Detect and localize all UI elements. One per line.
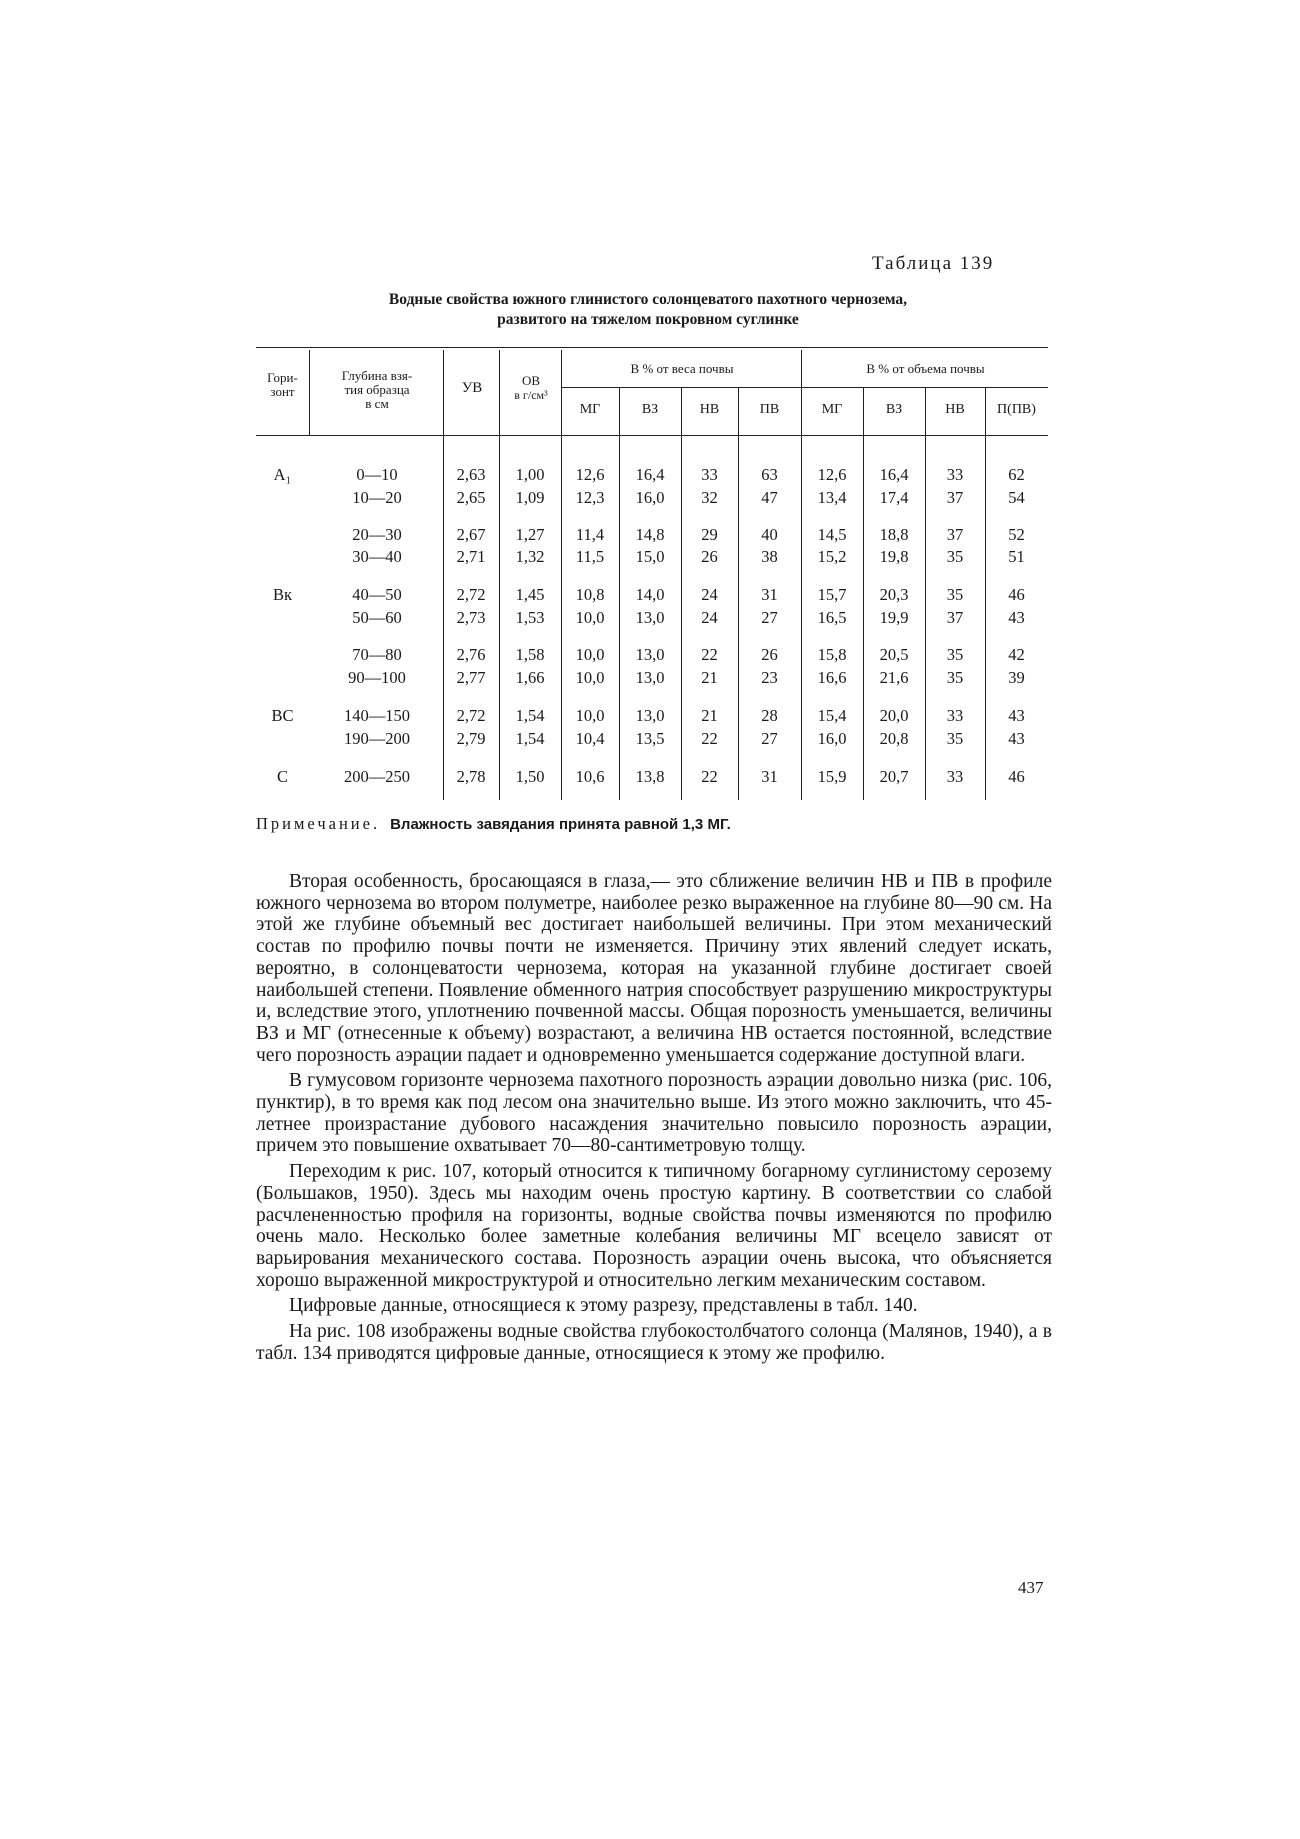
table-cell-v-vz: 20,7 <box>879 767 909 786</box>
table-cell-w-nv: 21 <box>701 706 718 725</box>
table-cell-uv: 2,65 <box>456 488 486 507</box>
table-cell-v-nv: 37 <box>946 608 964 627</box>
header-uv: УВ <box>461 380 483 396</box>
table-cell-v-vz: 16,4 <box>879 465 909 484</box>
table-cell-w-pv: 27 <box>761 608 778 627</box>
table-cell-w-pv: 31 <box>761 585 778 604</box>
paragraph: Переходим к рис. 107, который относится к типичному богарному суглинистому сероземy (Большаков, 1950). Здесь мы находим очень простую картину. В соответствии со слабой расчлененностью профиля на горизонты, водные свойства почвы изменяются по профилю очень мало. Несколько более заметные колебания величины МГ всецело зависят от варьирования механического состава. Порозность аэрации очень высока, что объясняется хорошо выраженной микроструктурой и относительно легким механическим составом. <box>256 1161 1052 1291</box>
table-cell-w-vz: 14,8 <box>635 525 665 544</box>
table-cell-depth: 30—40 <box>352 547 402 566</box>
table-cell-uv: 2,71 <box>456 547 486 566</box>
header-weight-mg: МГ <box>579 402 601 417</box>
header-depth-line: тия образца <box>344 382 410 397</box>
table-cell-v-mg: 15,9 <box>817 767 847 786</box>
table-cell-ov: 1,27 <box>515 525 545 544</box>
table-cell-ov: 1,50 <box>515 767 545 786</box>
table-cell-v-ppv: 43 <box>1008 729 1025 748</box>
header-depth-line: в см <box>365 396 389 411</box>
table-cell-w-mg: 12,6 <box>575 465 605 484</box>
table-cell-v-vz: 19,8 <box>879 547 909 566</box>
table-caption-line: Водные свойства южного глинистого солонцеватого пахотного чернозема, <box>388 291 908 308</box>
table-cell-depth: 90—100 <box>348 668 406 687</box>
table-cell-v-ppv: 43 <box>1008 706 1025 725</box>
header-weight-vz: ВЗ <box>641 402 659 417</box>
table-cell-uv: 2,72 <box>456 585 486 604</box>
header-volume-nv: НВ <box>945 402 965 417</box>
table-cell-w-vz: 13,0 <box>635 706 665 725</box>
table-cell-w-mg: 10,0 <box>575 645 605 664</box>
table-cell-ov: 1,54 <box>515 729 545 748</box>
header-ov <box>501 374 561 402</box>
table-cell-v-ppv: 52 <box>1008 525 1025 544</box>
table-cell-v-ppv: 43 <box>1008 608 1025 627</box>
table-cell-ov: 1,58 <box>515 645 545 664</box>
table-cell-w-pv: 38 <box>761 547 778 566</box>
header-weight-pv: ПВ <box>759 402 780 417</box>
table-cell-w-pv: 40 <box>761 525 778 544</box>
table-cell-v-mg: 14,5 <box>817 525 847 544</box>
table-cell-depth: 10—20 <box>352 488 402 507</box>
table-cell-w-vz: 16,4 <box>635 465 665 484</box>
table-cell-v-ppv: 46 <box>1008 767 1025 786</box>
table-cell-v-nv: 37 <box>946 525 964 544</box>
table-cell-w-mg: 12,3 <box>575 488 605 507</box>
table-caption <box>268 290 1028 330</box>
table-cell-w-vz: 13,8 <box>635 767 665 786</box>
table-cell-v-mg: 12,6 <box>817 465 847 484</box>
table-cell-w-pv: 23 <box>761 668 778 687</box>
body-text <box>256 871 1052 1368</box>
table-cell-ov: 1,66 <box>515 668 545 687</box>
table-cell-w-vz: 13,0 <box>635 668 665 687</box>
table-cell-w-nv: 21 <box>701 668 718 687</box>
table-cell-horizon: C <box>276 767 288 786</box>
header-horizon <box>256 371 309 399</box>
table-cell-uv: 2,63 <box>456 465 486 484</box>
table-cell-v-vz: 20,0 <box>879 706 909 725</box>
header-volume-ppv: П(ПВ) <box>997 402 1036 417</box>
table-cell-w-vz: 14,0 <box>635 585 665 604</box>
table-cell-depth: 70—80 <box>352 645 402 664</box>
table-cell-w-nv: 22 <box>701 645 718 664</box>
table-cell-depth: 40—50 <box>352 585 402 604</box>
table-cell-v-ppv: 62 <box>1008 465 1025 484</box>
header-horizon-line: зонт <box>270 384 295 399</box>
table-cell-v-vz: 18,8 <box>879 525 909 544</box>
note-label: Примечание. <box>256 814 381 833</box>
header-weight-nv: НВ <box>699 402 720 417</box>
table-cell-w-pv: 26 <box>761 645 778 664</box>
header-ov-line: в г/см³ <box>514 388 548 402</box>
table-cell-w-mg: 11,5 <box>575 547 605 566</box>
table-cell-ov: 1,32 <box>515 547 545 566</box>
table-cell-v-vz: 20,3 <box>879 585 909 604</box>
table-cell-v-mg: 15,8 <box>817 645 847 664</box>
table-cell-v-nv: 33 <box>946 465 964 484</box>
table-cell-ov: 1,00 <box>515 465 545 484</box>
table-cell-depth: 0—10 <box>356 465 398 484</box>
table-cell-uv: 2,72 <box>456 706 486 725</box>
paragraph: Цифровые данные, относящиеся к этому разрезу, представлены в табл. 140. <box>289 1295 918 1317</box>
table-cell-v-vz: 20,5 <box>879 645 909 664</box>
table-caption-line: развитого на тяжелом покровном суглинке <box>497 311 799 328</box>
header-depth-line: Глубина взя- <box>341 368 413 383</box>
header-ov-line: ОВ <box>521 373 541 388</box>
table-cell-v-mg: 15,2 <box>817 547 847 566</box>
table-cell-uv: 2,73 <box>456 608 486 627</box>
table-cell-v-nv: 33 <box>946 767 964 786</box>
table-cell-v-ppv: 39 <box>1008 668 1025 687</box>
table-cell-w-nv: 22 <box>701 767 718 786</box>
table-cell-w-mg: 10,6 <box>575 767 605 786</box>
table-cell-v-mg: 15,4 <box>817 706 847 725</box>
table-cell-w-mg: 10,8 <box>575 585 605 604</box>
table-cell-horizon: A₁ <box>273 465 292 484</box>
table-cell-w-nv: 32 <box>701 488 718 507</box>
table-cell-w-nv: 26 <box>701 547 718 566</box>
table-cell-depth: 200—250 <box>344 767 410 786</box>
table-cell-v-vz: 19,9 <box>879 608 909 627</box>
table-cell-ov: 1,45 <box>515 585 545 604</box>
table-cell-v-vz: 21,6 <box>879 668 909 687</box>
table-cell-v-nv: 35 <box>946 729 964 748</box>
table-group-rule <box>561 387 1048 388</box>
table-cell-v-ppv: 42 <box>1008 645 1025 664</box>
table-cell-v-ppv: 51 <box>1008 547 1025 566</box>
table-cell-w-vz: 15,0 <box>635 547 665 566</box>
table-cell-w-pv: 47 <box>761 488 778 507</box>
table-note <box>256 814 731 834</box>
table-cell-ov: 1,09 <box>515 488 545 507</box>
table-cell-w-nv: 24 <box>701 608 718 627</box>
table-cell-v-mg: 16,0 <box>817 729 847 748</box>
table-cell-w-pv: 28 <box>761 706 778 725</box>
header-volume-mg: МГ <box>821 402 843 417</box>
column-divider <box>309 350 310 435</box>
table-cell-w-pv: 27 <box>761 729 778 748</box>
header-depth <box>312 369 442 411</box>
table-cell-w-vz: 13,0 <box>635 608 665 627</box>
table-cell-v-mg: 16,5 <box>817 608 847 627</box>
table-cell-ov: 1,54 <box>515 706 545 725</box>
table-cell-v-nv: 35 <box>946 585 964 604</box>
page-number: 437 <box>1018 1578 1044 1597</box>
table-label: Таблица 139 <box>872 253 995 274</box>
table-cell-v-vz: 17,4 <box>879 488 909 507</box>
table-cell-w-nv: 29 <box>701 525 718 544</box>
table-cell-w-mg: 10,0 <box>575 608 605 627</box>
table-cell-ov: 1,53 <box>515 608 545 627</box>
header-weight-group: В % от веса почвы <box>630 361 734 376</box>
table-cell-horizon: Bк <box>272 585 293 604</box>
paragraph: На рис. 108 изображены водные свойства глубокостолбчатого солонца (Малянов, 1940), а в табл. 134 приводятся цифровые данные, относящиеся к этому же профилю. <box>256 1321 1052 1364</box>
table-cell-w-mg: 11,4 <box>575 525 605 544</box>
table-cell-v-mg: 15,7 <box>817 585 847 604</box>
table-cell-w-nv: 22 <box>701 729 718 748</box>
table-cell-v-vz: 20,8 <box>879 729 909 748</box>
table-cell-w-vz: 16,0 <box>635 488 665 507</box>
table-cell-v-nv: 33 <box>946 706 964 725</box>
table-cell-uv: 2,67 <box>456 525 486 544</box>
table-cell-v-mg: 13,4 <box>817 488 847 507</box>
table-cell-w-pv: 63 <box>761 465 778 484</box>
header-volume-group: В % от объема почвы <box>866 361 985 376</box>
note-text: Влажность завядания принята равной 1,3 МГ. <box>390 816 731 833</box>
table-top-rule <box>256 347 1048 348</box>
table-cell-uv: 2,79 <box>456 729 486 748</box>
table-cell-v-nv: 35 <box>946 668 964 687</box>
table-cell-horizon: BC <box>271 706 294 725</box>
table-cell-v-mg: 16,6 <box>817 668 847 687</box>
table-cell-uv: 2,78 <box>456 767 486 786</box>
table-cell-depth: 50—60 <box>352 608 402 627</box>
table-cell-w-nv: 33 <box>701 465 718 484</box>
table-cell-w-vz: 13,5 <box>635 729 665 748</box>
table-cell-v-nv: 35 <box>946 645 964 664</box>
paragraph: Вторая особенность, бросающаяся в глаза,— это сближение величин НВ и ПВ в профиле южного чернозема во втором полуметре, наиболее резко выраженное на глубине 80—90 см. На этой же глубине объемный вес достигает наибольшей величины. При этом механический состав по профилю почвы почти не изменяется. Причину этих явлений следует искать, вероятно, в солонцеватости чернозема, которая на указанной глубине достигает своей наибольшей степени. Появление обменного натрия способствует разрушению микроструктуры и, вследствие этого, уплотнению почвенной массы. Общая порозность уменьшается, величины ВЗ и МГ (отнесенные к объему) возрастают, а величина НВ остается постоянной, вследствие чего порозность аэрации падает и одновременно уменьшается содержание доступной влаги. <box>256 871 1052 1066</box>
header-horizon-line: Гори- <box>267 370 298 385</box>
table-header-rule <box>256 435 1048 436</box>
table-cell-w-mg: 10,4 <box>575 729 605 748</box>
table-cell-w-mg: 10,0 <box>575 706 605 725</box>
table-cell-uv: 2,76 <box>456 645 486 664</box>
table-cell-v-ppv: 54 <box>1008 488 1025 507</box>
table-cell-w-mg: 10,0 <box>575 668 605 687</box>
table-cell-w-nv: 24 <box>701 585 718 604</box>
table-cell-depth: 140—150 <box>344 706 410 725</box>
table-cell-depth: 20—30 <box>352 525 402 544</box>
table-cell-w-pv: 31 <box>761 767 778 786</box>
table-cell-uv: 2,77 <box>456 668 486 687</box>
table-cell-v-ppv: 46 <box>1008 585 1025 604</box>
table-cell-w-vz: 13,0 <box>635 645 665 664</box>
header-volume-vz: ВЗ <box>885 402 903 417</box>
table-cell-depth: 190—200 <box>344 729 410 748</box>
table-cell-v-nv: 35 <box>946 547 964 566</box>
paragraph: В гумусовом горизонте чернозема пахотного порозность аэрации довольно низка (рис. 106, пунктир), в то время как под лесом она значительно выше. Из этого можно заключить, что 45-летнее произрастание дубового насаждения значительно повысило порозность аэрации, причем это повышение охватывает 70—80-сантиметровую толщу. <box>256 1070 1052 1157</box>
table-cell-v-nv: 37 <box>946 488 964 507</box>
